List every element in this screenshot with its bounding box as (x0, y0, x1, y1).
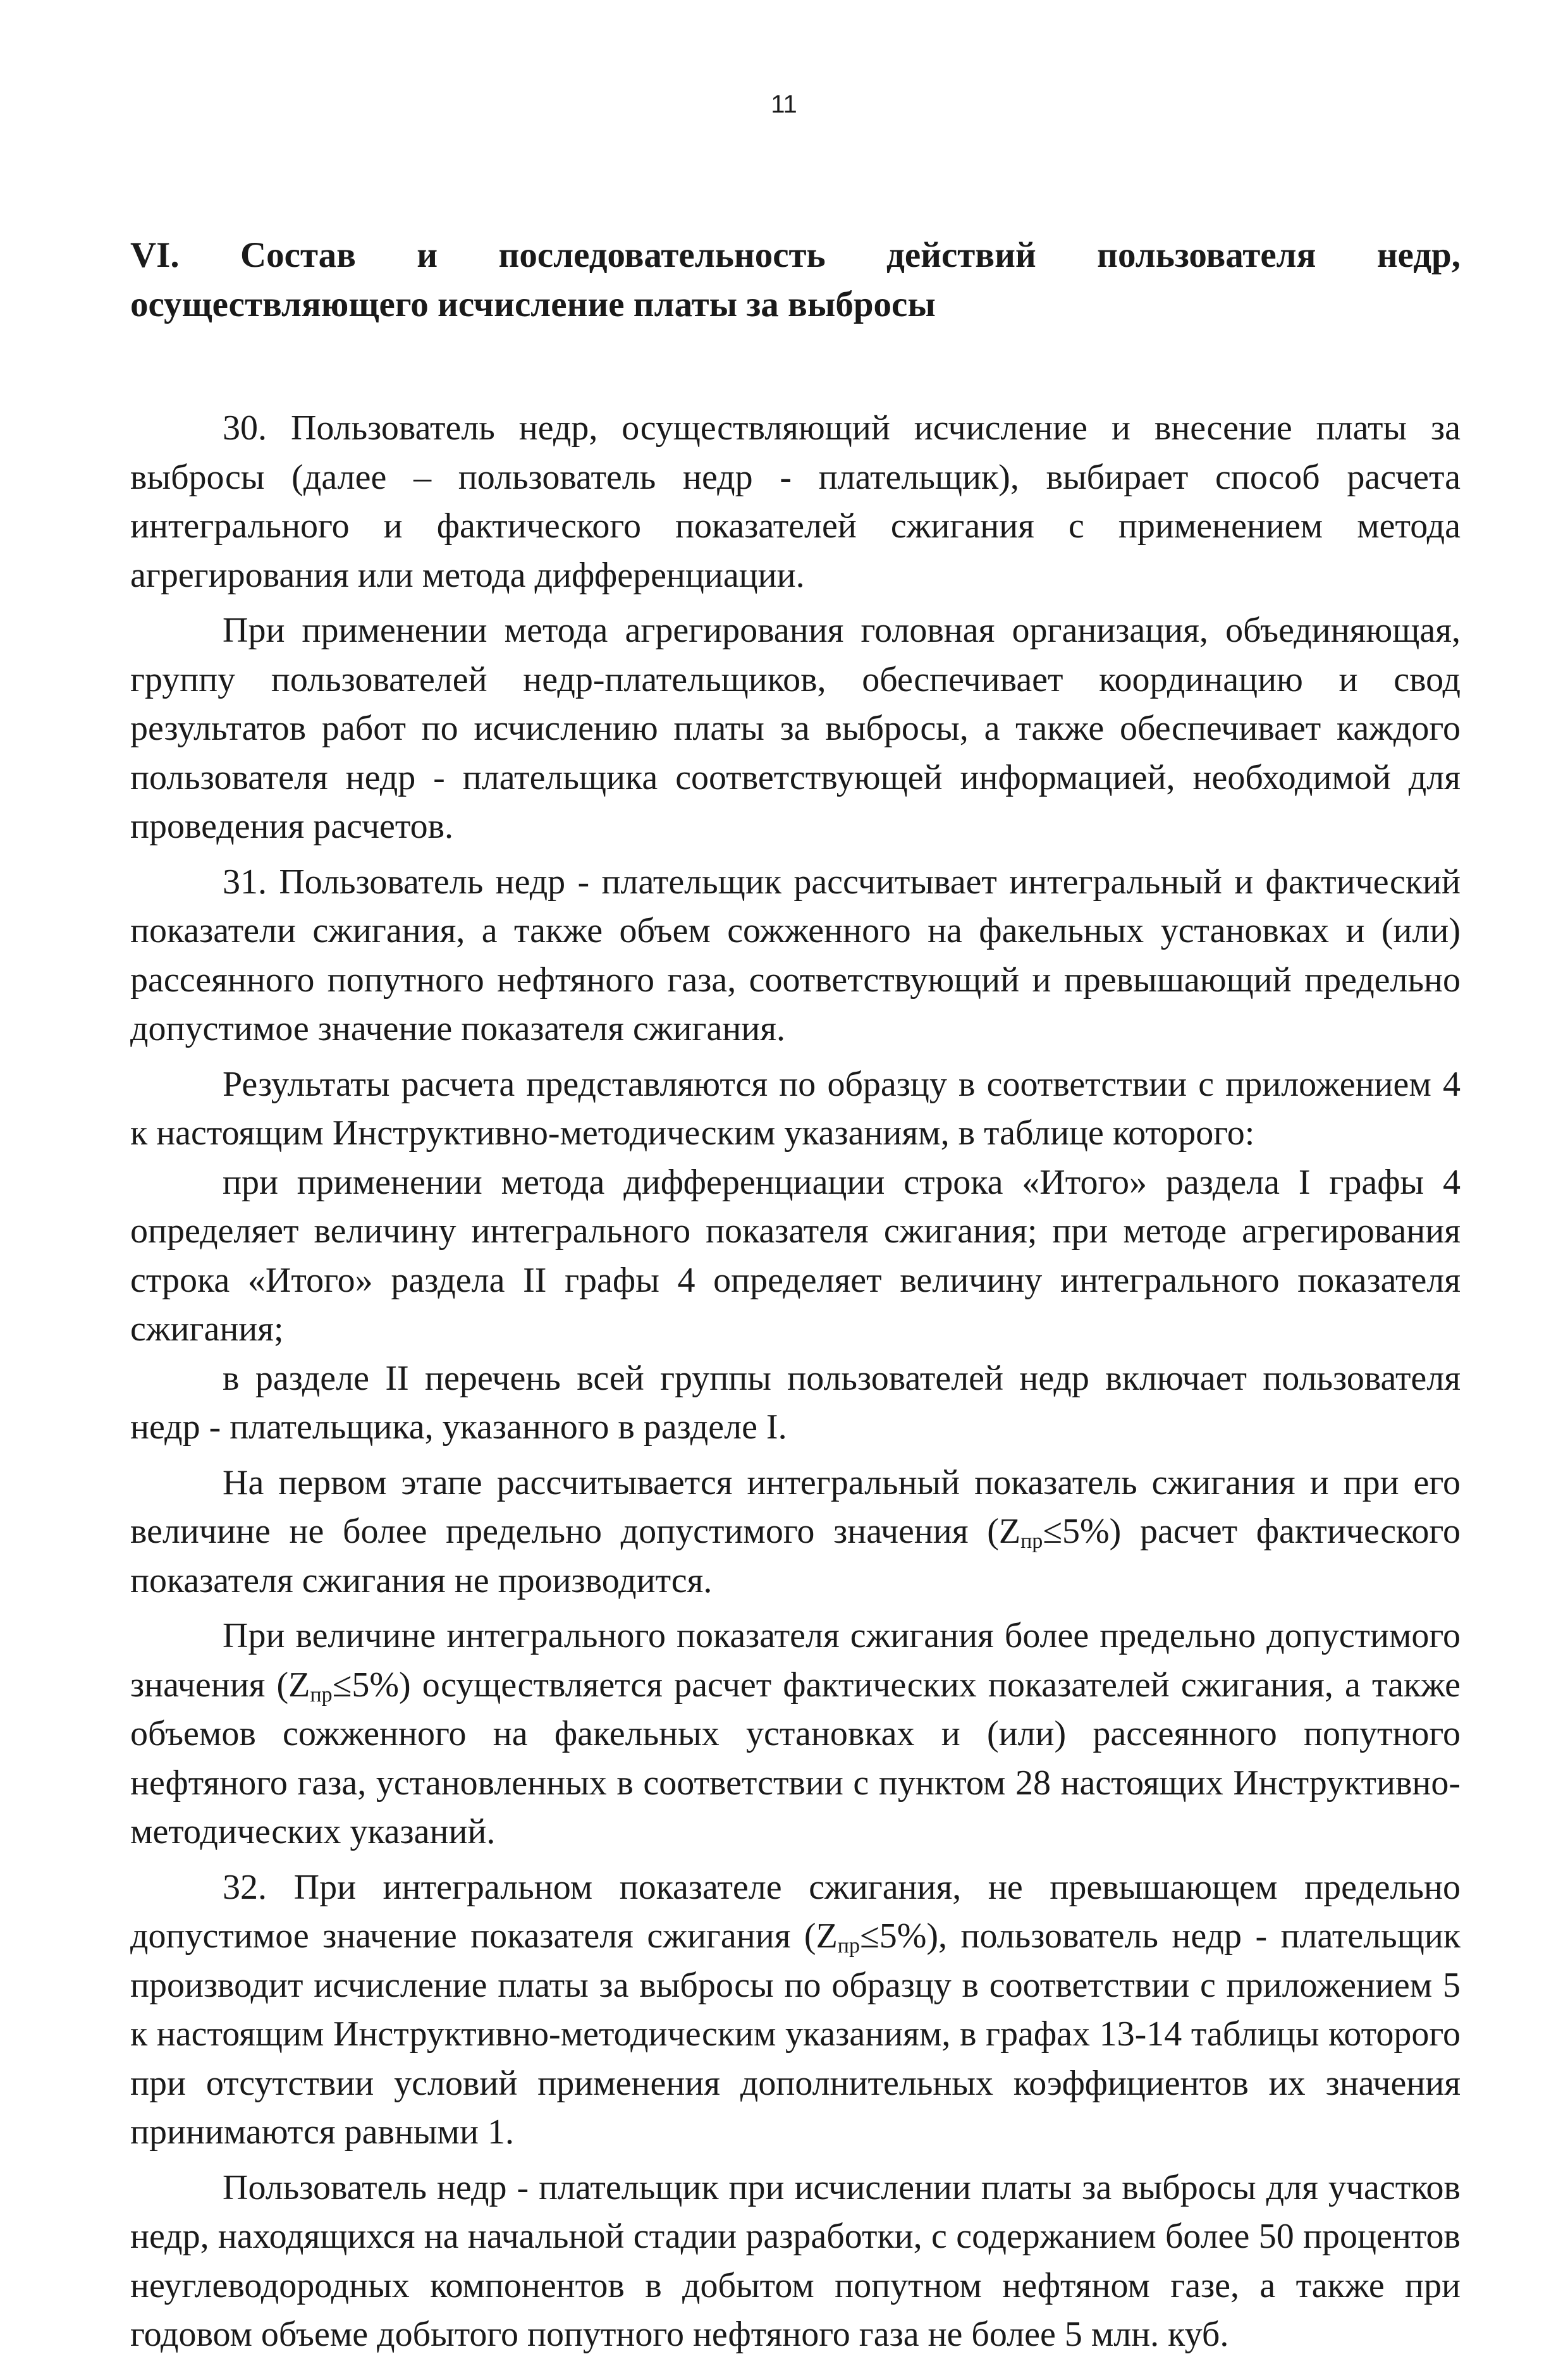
paragraph-text: На первом этапе рассчитывается интегральный показатель сжигания и при его величине не более предельно допустимого значения (Z (130, 1462, 1461, 1551)
section-heading-line-1: VI. Состав и последовательность действий пользователя недр, (130, 235, 1461, 275)
paragraph-32-initial-stage: Пользователь недр - плательщик при исчислении платы за выбросы для участков недр, находящихся на начальной стадии разработки, с содержанием более 50 процентов неуглеводородных компонентов в добытом попутном нефтяном газе, а также при годовом объеме добытого попутного нефтяного газа не более 5 млн. куб. (130, 2167, 1461, 2354)
paragraph-text: ≤5%) расчет фактического показателя сжигания не производится. (130, 1512, 1461, 1600)
paragraph-text: При величине интегрального показателя сжигания более предельно допустимого значения (Z (130, 1616, 1461, 1705)
paragraph-32 (130, 1863, 1461, 2157)
section-heading-line-2: осуществляющего исчисление платы за выбросы (130, 285, 936, 324)
paragraph-text: ≤5%), пользователь недр - плательщик производит исчисление платы за выбросы по образцу в соответствии с приложением 5 к настоящим Инструктивно-методическим указаниям, в графах 13-14 таблицы которого при отсутствии условий применения дополнительных коэффициентов их значения принимаются равными 1. (130, 1916, 1461, 2152)
z-subscript: пр (837, 1934, 860, 1958)
z-subscript: пр (310, 1683, 333, 1707)
section-heading (130, 231, 1461, 329)
paragraph-text: ≤5%) осуществляется расчет фактических показателей сжигания, а также объемов сожженного на факельных установках и (или) рассеянного попутного нефтяного газа, установленных в соответствии с пунктом 28 настоящих Инструктивно-методических указаний. (130, 1665, 1461, 1851)
paragraph-31-results: Результаты расчета представляются по образцу в соответствии с приложением 4 к настоящим Инструктивно-методическим указаниям, в таблице которого: (130, 1064, 1461, 1153)
paragraph-30: 30. Пользователь недр, осуществляющий исчисление и внесение платы за выбросы (далее – пользователь недр - плательщик), выбирает способ расчета интегрального и фактического показателей сжигания с применением метода агрегирования или метода дифференциации. (130, 408, 1461, 595)
paragraph-31-exceeding (130, 1612, 1461, 1857)
z-subscript: пр (1020, 1529, 1043, 1553)
document-body (130, 231, 1461, 2366)
paragraph-31: 31. Пользователь недр - плательщик рассчитывает интегральный и фактический показатели сжигания, а также объем сожженного на факельных установках и (или) рассеянного попутного нефтяного газа, соответствующий и превышающий предельно допустимое значение показателя сжигания. (130, 862, 1461, 1048)
paragraph-30-aggregation: При применении метода агрегирования головная организация, объединяющая, группу пользователей недр-плательщиков, обеспечивает координацию и свод результатов работ по исчислению платы за выбросы, а также обеспечивает каждого пользователя недр - плательщика соответствующей информацией, необходимой для проведения расчетов. (130, 611, 1461, 846)
paragraph-31-first-stage (130, 1459, 1461, 1606)
page-number: 11 (771, 90, 797, 118)
paragraph-31-section-ii: в разделе II перечень всей группы пользователей недр включает пользователя недр - плательщика, указанного в разделе I. (130, 1358, 1461, 1447)
paragraph-text: 32. При интегральном показателе сжигания, не превышающем предельно допустимое значение показателя сжигания (Z (130, 1867, 1461, 1956)
paragraph-31-differentiation: при применении метода дифференциации строка «Итого» раздела I графы 4 определяет величину интегрального показателя сжигания; при методе агрегирования строка «Итого» раздела II графы 4 определяет величину интегрального показателя сжигания; (130, 1162, 1461, 1349)
